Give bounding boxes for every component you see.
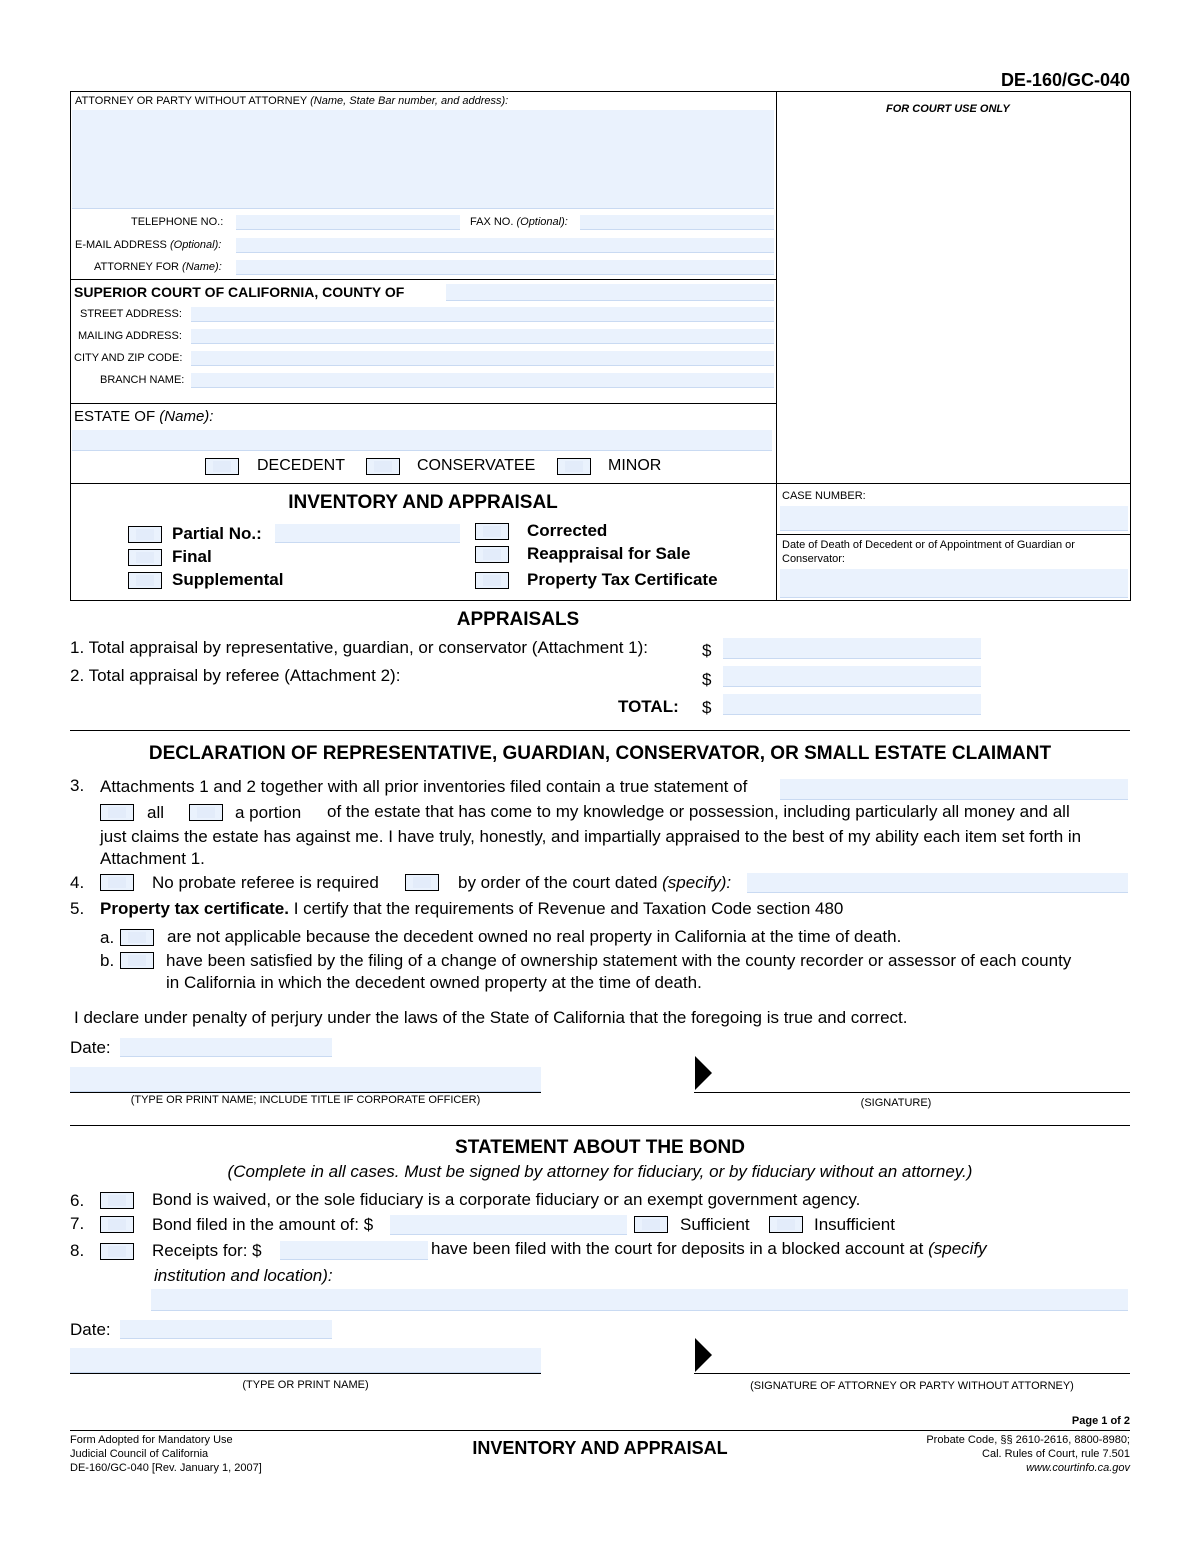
reappraisal-label: Reappraisal for Sale [527, 544, 691, 563]
bond-name-field[interactable] [70, 1348, 541, 1373]
item-8-text-b [431, 1239, 987, 1259]
portion-checkbox[interactable] [189, 804, 223, 821]
header-top-border [70, 91, 1130, 92]
corrected-label: Corrected [527, 521, 608, 540]
partial-checkbox[interactable] [128, 526, 162, 543]
bond-signature-caption: (SIGNATURE OF ATTORNEY OR PARTY WITHOUT ATTORNEY) [750, 1380, 1074, 1392]
appraisals-title [70, 609, 966, 631]
supplemental-label: Supplemental [172, 570, 284, 589]
email-label [75, 239, 221, 251]
fax-label-text: FAX NO. [470, 216, 514, 228]
estate-name-field[interactable] [72, 430, 772, 451]
estate-label-text: ESTATE OF [74, 408, 156, 425]
bond-title-text: STATEMENT ABOUT THE BOND [455, 1137, 745, 1158]
case-number-field[interactable] [780, 506, 1128, 531]
bond-subtitle: (Complete in all cases. Must be signed by attorney for fiduciary, or by fiduciary without an attorney.) [227, 1162, 973, 1181]
branch-name-label: BRANCH NAME: [100, 374, 185, 386]
bond-title [70, 1137, 1130, 1159]
declaration-date-label: Date: [70, 1038, 111, 1057]
item-5-number: 5. [70, 899, 85, 918]
final-checkbox[interactable] [128, 549, 162, 566]
sufficient-label: Sufficient [680, 1215, 750, 1234]
partial-label: Partial No.: [172, 524, 262, 543]
attorney-for-text: ATTORNEY FOR [94, 261, 179, 273]
declaration-title [70, 743, 1130, 765]
footer-left-2: Judicial Council of California [70, 1448, 209, 1460]
insufficient-checkbox[interactable] [769, 1216, 803, 1233]
case-number-label: CASE NUMBER: [782, 490, 866, 502]
dollar-2: $ [702, 670, 712, 689]
bond-signature-line[interactable] [694, 1373, 1130, 1374]
email-hint: (Optional): [169, 239, 222, 251]
mailing-address-label: MAILING ADDRESS: [78, 330, 182, 342]
item-8-text-b-main: have been filed with the court for deposits in a blocked account at [431, 1239, 924, 1258]
appraisal-line-2: 2. Total appraisal by referee (Attachment 2): [70, 666, 401, 685]
fax-label [470, 216, 568, 228]
declaration-name-field[interactable] [70, 1067, 541, 1092]
statement-of-field[interactable] [780, 779, 1128, 800]
attorney-for-field[interactable] [236, 260, 774, 275]
attorney-name-field[interactable] [72, 110, 774, 209]
item-3-text-d: Attachment 1. [100, 849, 205, 868]
reappraisal-checkbox[interactable] [475, 546, 509, 563]
appraisal-line-1: 1. Total appraisal by representative, guardian, or conservator (Attachment 1): [70, 638, 648, 657]
conservatee-label: CONSERVATEE [417, 457, 536, 474]
property-tax-label: Property Tax Certificate [527, 570, 718, 589]
supplemental-checkbox[interactable] [128, 572, 162, 589]
appraisals-title-text: APPRAISALS [456, 609, 580, 630]
item-5-rest: I certify that the requirements of Revenue and Taxation Code section 480 [293, 899, 844, 918]
signature-arrow-icon [695, 1056, 712, 1090]
all-checkbox[interactable] [100, 804, 134, 821]
bond-name-line [70, 1373, 541, 1374]
mailing-address-field[interactable] [191, 329, 774, 344]
item-7-number: 7. [70, 1214, 85, 1233]
telephone-label: TELEPHONE NO.: [131, 216, 224, 228]
city-zip-field[interactable] [191, 351, 774, 366]
email-field[interactable] [236, 238, 774, 253]
header-left-border [70, 91, 71, 601]
dollar-1: $ [702, 641, 712, 660]
page-number: Page 1 of 2 [1071, 1415, 1130, 1427]
divider-2 [70, 1125, 1130, 1126]
header-divider [776, 91, 777, 601]
bond-amount-field[interactable] [390, 1215, 627, 1235]
date-of-death-label: Date of Death of Decedent or of Appointment of Guardian or Conservator: [782, 539, 1075, 565]
item-8-number: 8. [70, 1241, 85, 1260]
item-3-number: 3. [70, 776, 85, 795]
attorney-for-label [94, 261, 222, 273]
item-5a-checkbox[interactable] [120, 929, 154, 946]
street-address-field[interactable] [191, 307, 774, 322]
item-8-text-a: Receipts for: $ [152, 1241, 262, 1260]
institution-location-field[interactable] [151, 1289, 1128, 1311]
declaration-signature-line[interactable] [694, 1092, 1130, 1093]
bond-date-label: Date: [70, 1320, 111, 1339]
city-zip-label: CITY AND ZIP CODE: [74, 352, 183, 364]
declaration-date-field[interactable] [120, 1038, 332, 1057]
form-id: DE-160/GC-040 [1000, 70, 1130, 90]
estate-top-border [70, 403, 776, 404]
item-4-text-b-main: by order of the court dated [458, 873, 658, 892]
item-4-specify: (specify): [662, 873, 732, 892]
item-4-text-a: No probate referee is required [152, 873, 379, 892]
item-6-text: Bond is waived, or the sole fiduciary is a corporate fiduciary or an exempt government agency. [152, 1190, 861, 1209]
declaration-name-caption: (TYPE OR PRINT NAME; INCLUDE TITLE IF CORPORATE OFFICER) [130, 1094, 481, 1106]
portion-label: a portion [235, 803, 302, 822]
footer-rule [70, 1430, 1130, 1431]
bond-filed-checkbox[interactable] [100, 1216, 134, 1233]
corrected-checkbox[interactable] [475, 523, 509, 540]
insufficient-label: Insufficient [814, 1215, 895, 1234]
footer-left-3: DE-160/GC-040 [Rev. January 1, 2007] [70, 1462, 262, 1474]
partial-number-field[interactable] [275, 524, 460, 543]
decedent-label: DECEDENT [257, 457, 346, 474]
case-number-bottom-border [776, 534, 1130, 535]
decedent-checkbox[interactable] [205, 458, 239, 475]
attorney-hint: (Name, State Bar number, and address): [310, 95, 509, 107]
item-5-text [100, 899, 843, 919]
bond-date-field[interactable] [120, 1320, 332, 1339]
all-label: all [147, 803, 165, 822]
inventory-title-text: INVENTORY AND APPRAISAL [288, 492, 558, 513]
footer-right-3[interactable]: www.courtinfo.ca.gov [1026, 1462, 1130, 1474]
property-tax-checkbox[interactable] [475, 572, 509, 589]
dollar-total: $ [702, 698, 712, 717]
item-8-specify: (specify [928, 1239, 987, 1258]
conservatee-checkbox[interactable] [366, 458, 400, 475]
footer-right-1: Probate Code, §§ 2610-2616, 8800-8980; [926, 1434, 1130, 1446]
header-right-border [1130, 91, 1131, 601]
item-4-text-b [458, 873, 731, 893]
final-label: Final [172, 547, 212, 566]
item-5b-text-1: have been satisfied by the filing of a change of ownership statement with the county recorder or assessor of each county [166, 951, 1072, 970]
branch-name-field[interactable] [191, 373, 774, 388]
court-title: SUPERIOR COURT OF CALIFORNIA, COUNTY OF [74, 284, 405, 300]
item-5a-text: are not applicable because the decedent owned no real property in California at the time of death. [167, 927, 902, 946]
item-5a-label: a. [100, 928, 115, 947]
estate-hint: (Name): [159, 408, 214, 425]
appraisal-1-field[interactable] [723, 638, 981, 659]
item-3-text-b: of the estate that has come to my knowledge or possession, including particularly all money and all [327, 802, 1070, 821]
bond-name-caption: (TYPE OR PRINT NAME) [242, 1379, 369, 1391]
county-field[interactable] [446, 284, 774, 301]
footer-title: INVENTORY AND APPRAISAL [472, 1438, 728, 1458]
item-8-text-c: institution and location): [154, 1266, 333, 1285]
court-top-border [70, 279, 776, 280]
minor-label: MINOR [608, 457, 662, 474]
footer-left-1: Form Adopted for Mandatory Use [70, 1434, 233, 1446]
receipts-amount-field[interactable] [280, 1241, 428, 1260]
declaration-title-text: DECLARATION OF REPRESENTATIVE, GUARDIAN, CONSERVATOR, OR SMALL ESTATE CLAIMANT [148, 743, 1052, 764]
sufficient-checkbox[interactable] [634, 1216, 668, 1233]
header-bottom-border [70, 600, 1130, 601]
item-7-text: Bond filed in the amount of: $ [152, 1215, 374, 1234]
inventory-top-border [70, 483, 1130, 484]
street-address-label: STREET ADDRESS: [80, 308, 182, 320]
date-of-death-field[interactable] [780, 569, 1128, 598]
total-label: TOTAL: [618, 697, 679, 716]
appraisal-2-field[interactable] [723, 666, 981, 687]
declaration-name-line [70, 1092, 541, 1093]
item-6-number: 6. [70, 1191, 85, 1210]
fax-hint: (Optional): [516, 216, 568, 228]
receipts-checkbox[interactable] [100, 1243, 134, 1260]
no-referee-checkbox[interactable] [100, 874, 134, 891]
court-order-date-field[interactable] [747, 873, 1128, 893]
total-field[interactable] [723, 694, 981, 715]
item-5b-label: b. [100, 951, 115, 970]
bond-signature-arrow-icon [695, 1338, 712, 1372]
perjury-statement: I declare under penalty of perjury under the laws of the State of California that the foregoing is true and correct. [74, 1008, 908, 1027]
footer-right-2: Cal. Rules of Court, rule 7.501 [982, 1448, 1130, 1460]
estate-label [74, 408, 213, 425]
inventory-title [70, 492, 776, 514]
email-label-text: E-MAIL ADDRESS [75, 239, 167, 251]
attorney-label [75, 95, 508, 107]
item-5b-checkbox[interactable] [120, 952, 154, 969]
fax-field[interactable] [580, 215, 774, 230]
item-3-text-c: just claims the estate has against me. I have truly, honestly, and impartially appraised to the best of my ability each item set forth in [100, 827, 1082, 846]
item-5b-text-2: in California in which the decedent owned property at the time of death. [166, 973, 702, 992]
divider-1 [70, 730, 1130, 731]
bond-waived-checkbox[interactable] [100, 1192, 134, 1209]
item-4-number: 4. [70, 873, 85, 892]
attorney-for-hint: (Name): [182, 261, 222, 273]
telephone-field[interactable] [236, 215, 460, 230]
item-3-text-a: Attachments 1 and 2 together with all prior inventories filed contain a true statement of [100, 777, 748, 796]
minor-checkbox[interactable] [557, 458, 591, 475]
attorney-label-text: ATTORNEY OR PARTY WITHOUT ATTORNEY [75, 95, 308, 107]
item-5-bold: Property tax certificate. [100, 899, 289, 918]
declaration-signature-caption: (SIGNATURE) [860, 1097, 932, 1109]
court-order-checkbox[interactable] [405, 874, 439, 891]
court-use-label: FOR COURT USE ONLY [886, 103, 1010, 115]
